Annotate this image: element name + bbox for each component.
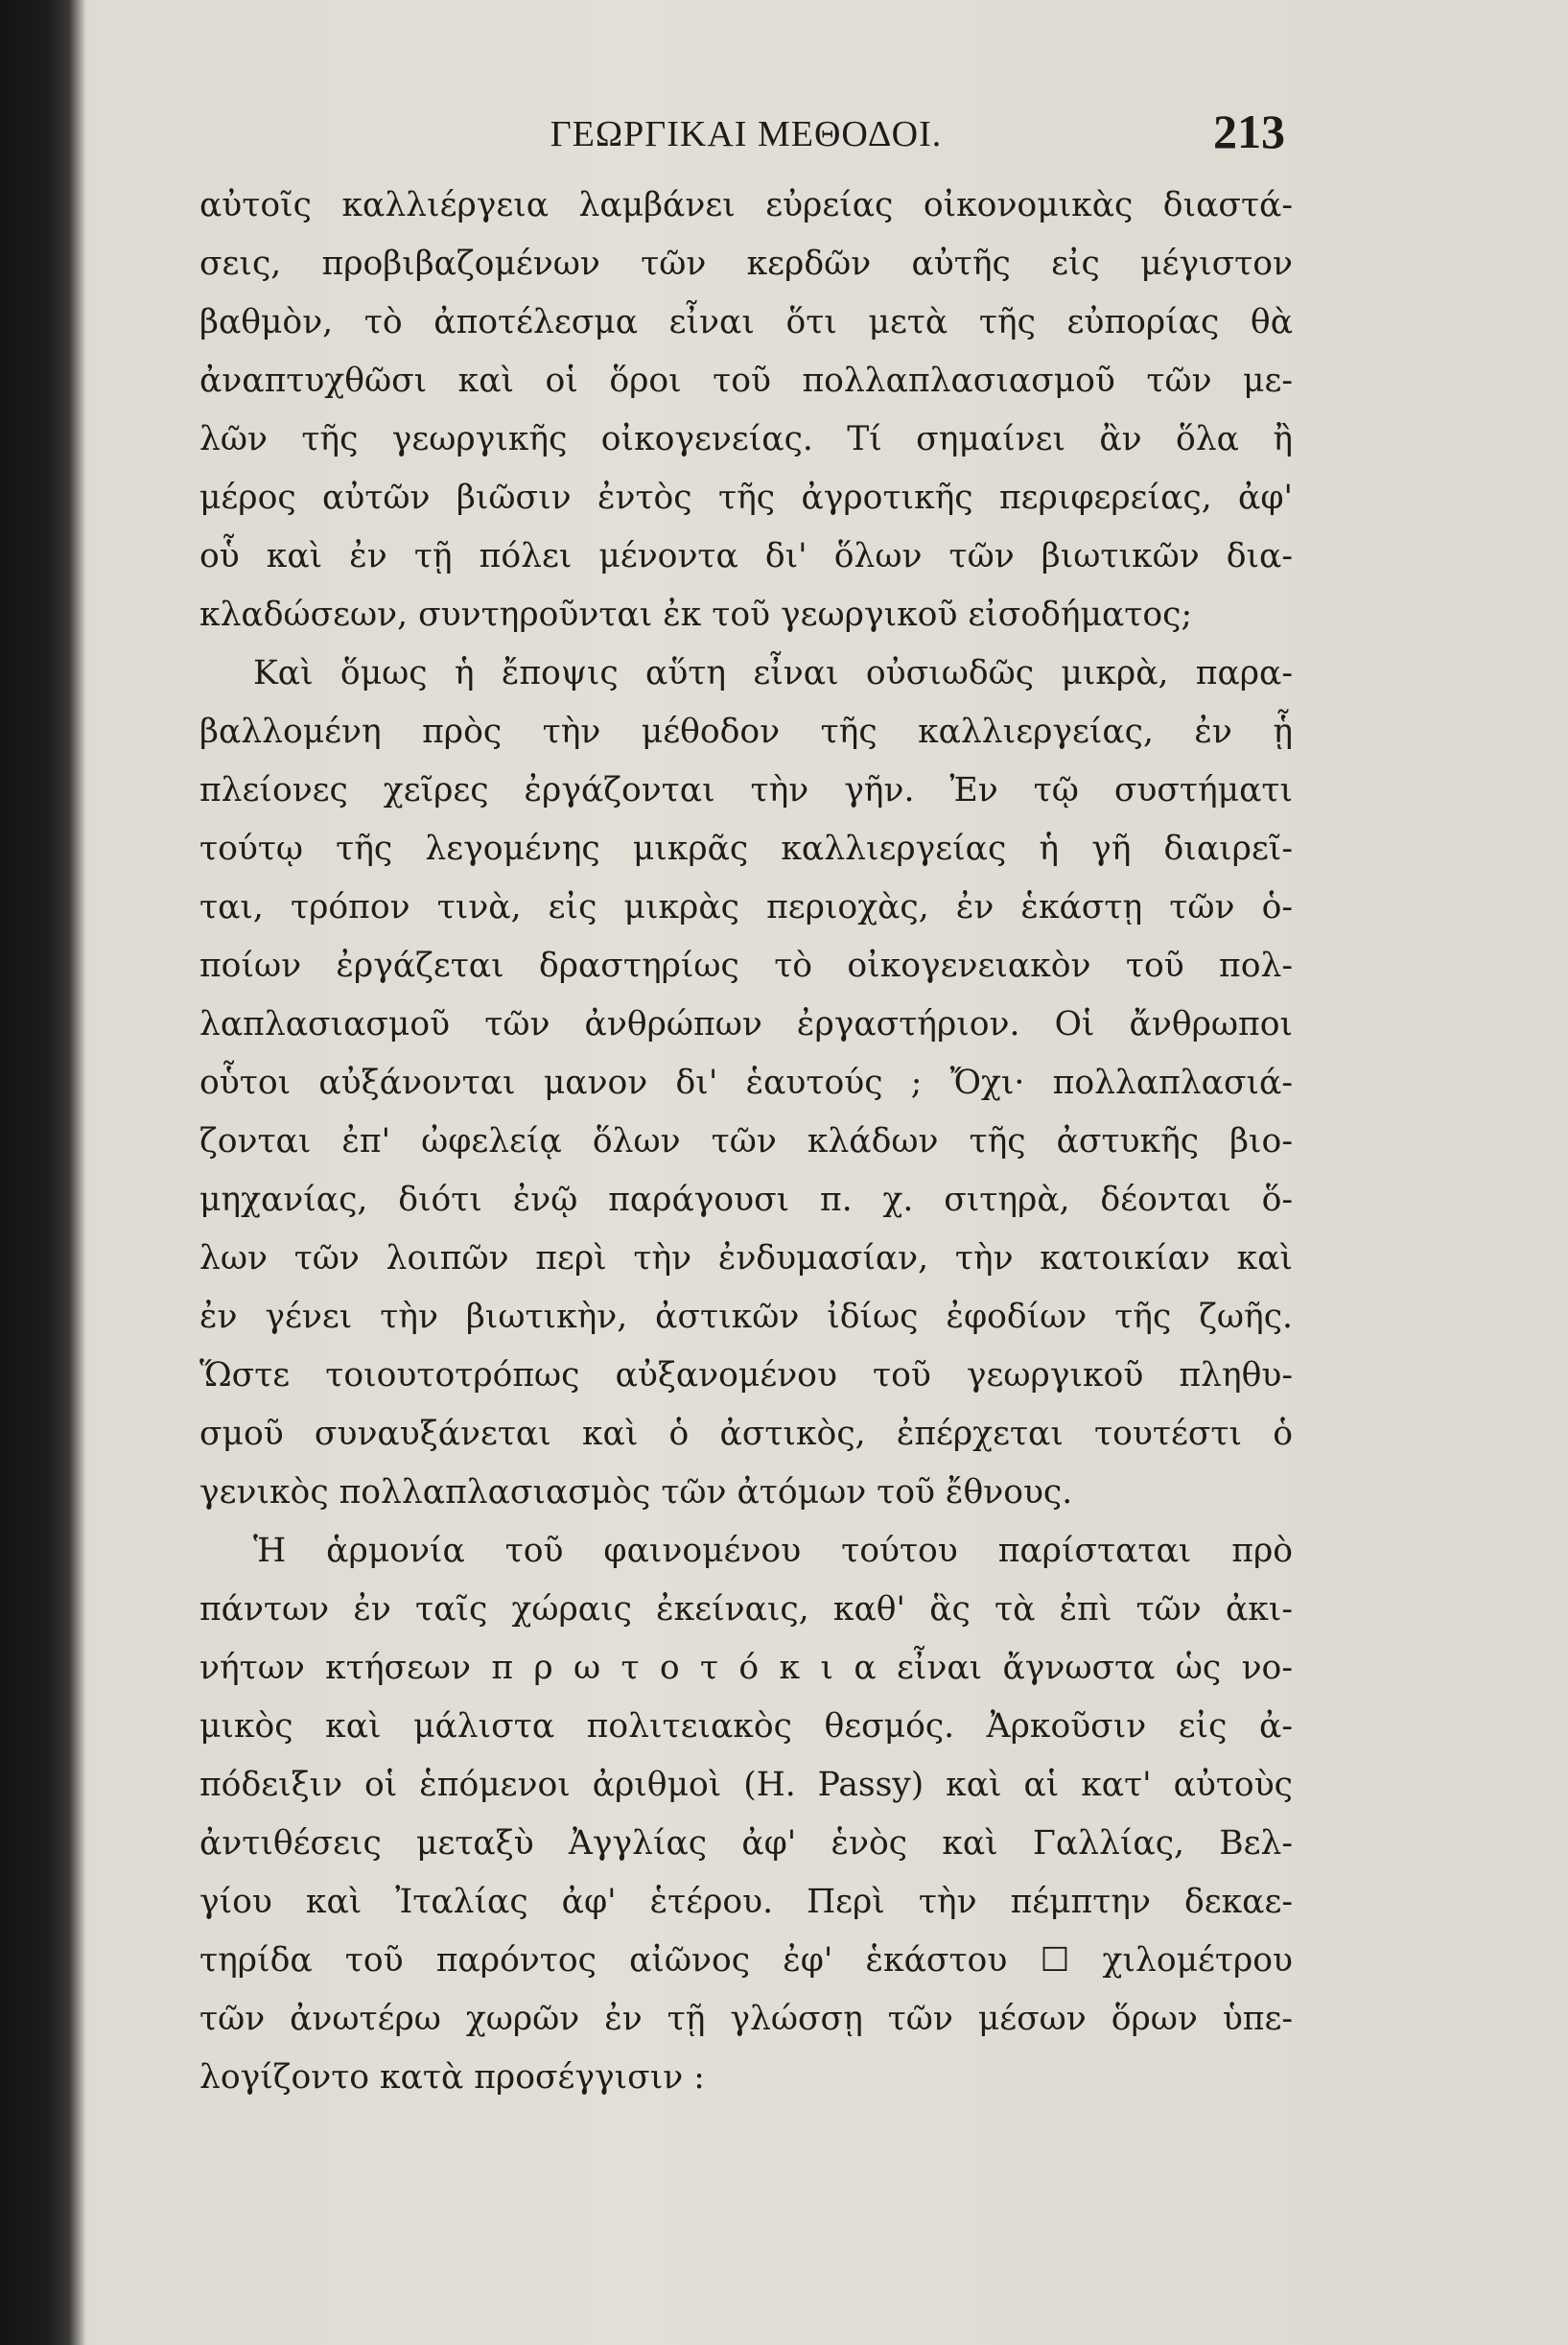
running-head-title: ΓΕΩΡΓΙΚΑΙ ΜΕΘΟΔΟΙ. [550,114,943,154]
text-line: ἀντιθέσεις μεταξὺ Ἀγγλίας ἀφ' ἑνὸς καὶ Γαλλίας, Βελ- [199,1824,1293,1863]
body-text [199,176,1293,2107]
text-line: ἐν γένει τὴν βιωτικὴν, ἀστικῶν ἰδίως ἐφοδίων τῆς ζωῆς. [199,1298,1293,1336]
text-line: βαλλομένη πρὸς τὴν μέθοδον τῆς καλλιεργείας, ἐν ᾗ [199,713,1293,751]
text-line: μέρος αὐτῶν βιῶσιν ἐντὸς τῆς ἀγροτικῆς περιφερείας, ἀφ' [199,479,1293,517]
text-line: λογίζοντο κατὰ προσέγγισιν : [199,2058,705,2097]
text-line: λων τῶν λοιπῶν περὶ τὴν ἐνδυμασίαν, τὴν κατοικίαν καὶ [199,1239,1293,1278]
running-head [199,96,1293,163]
text-line: κλαδώσεων, συντηροῦνται ἐκ τοῦ γεωργικοῦ εἰσοδήματος; [199,596,1193,634]
text-line: σεις, προβιβαζομένων τῶν κερδῶν αὐτῆς εἰς μέγιστον [199,245,1293,283]
text-line: αὐτοῖς καλλιέργεια λαμβάνει εὐρείας οἰκονομικὰς διαστά- [199,186,1293,224]
text-line: πλείονες χεῖρες ἐργάζονται τὴν γῆν. Ἐν τῷ συστήματι [199,771,1293,809]
text-line: βαθμὸν, τὸ ἀποτέλεσμα εἶναι ὅτι μετὰ τῆς εὐπορίας θὰ [199,303,1293,341]
text-line: οὗτοι αὐξάνονται μανον δι' ἑαυτούς ; Ὄχι· πολλαπλασιά- [199,1064,1293,1102]
text-line: Καὶ ὅμως ἡ ἔποψις αὕτη εἶναι οὐσιωδῶς μικρὰ, παρα- [253,654,1293,692]
text-line: τηρίδα τοῦ παρόντος αἰῶνος ἐφ' ἑκάστου ☐ χιλομέτρου [199,1941,1293,1980]
text-line: γίου καὶ Ἰταλίας ἀφ' ἑτέρου. Περὶ τὴν πέμπτην δεκαε- [199,1883,1293,1921]
text-line: ἀναπτυχθῶσι καὶ οἱ ὅροι τοῦ πολλαπλασιασμοῦ τῶν με- [199,362,1293,400]
page-number: 213 [1213,105,1285,158]
text-line: τῶν ἀνωτέρω χωρῶν ἐν τῇ γλώσσῃ τῶν μέσων ὅρων ὑπε- [199,2000,1293,2038]
text-line: γενικὸς πολλαπλασιασμὸς τῶν ἀτόμων τοῦ ἔθνους. [199,1473,1073,1512]
text-line: τούτῳ τῆς λεγομένης μικρᾶς καλλιεργείας ἡ γῆ διαιρεῖ- [199,830,1293,868]
text-line: σμοῦ συναυξάνεται καὶ ὁ ἀστικὸς, ἐπέρχεται τουτέστι ὁ [199,1415,1293,1453]
text-line: μικὸς καὶ μάλιστα πολιτειακὸς θεσμός. Ἀρκοῦσιν εἰς ἀ- [199,1707,1293,1746]
text-line: νήτων κτήσεων π ρ ω τ ο τ ό κ ι α εἶναι ἄγνωστα ὡς νο- [199,1649,1293,1687]
text-line: ποίων ἐργάζεται δραστηρίως τὸ οἰκογενειακὸν τοῦ πολ- [199,947,1293,985]
text-line: μηχανίας, διότι ἐνῷ παράγουσι π. χ. σιτηρὰ, δέονται ὅ- [199,1181,1293,1219]
text-line: οὗ καὶ ἐν τῇ πόλει μένοντα δι' ὅλων τῶν βιωτικῶν δια- [199,537,1293,575]
text-line: πάντων ἐν ταῖς χώραις ἐκείναις, καθ' ἃς τὰ ἐπὶ τῶν ἀκι- [199,1590,1293,1629]
text-line: ται, τρόπον τινὰ, εἰς μικρὰς περιοχὰς, ἐν ἑκάστῃ τῶν ὁ- [199,888,1293,926]
text-line: Ἡ ἁρμονία τοῦ φαινομένου τούτου παρίσταται πρὸ [253,1532,1293,1570]
text-line: ζονται ἐπ' ὠφελείᾳ ὅλων τῶν κλάδων τῆς ἀστυκῆς βιο- [199,1122,1293,1161]
text-line: λαπλασιασμοῦ τῶν ἀνθρώπων ἐργαστήριον. Οἱ ἄνθρωποι [199,1005,1293,1044]
book-page [199,96,1293,2107]
text-line: πόδειξιν οἱ ἑπόμενοι ἀριθμοὶ (H. Passy) καὶ αἱ κατ' αὐτοὺς [199,1766,1293,1804]
book-binding-shadow [0,0,86,2345]
text-line: λῶν τῆς γεωργικῆς οἰκογενείας. Τί σημαίνει ἂν ὅλα ἢ [199,420,1293,458]
text-line: Ὥστε τοιουτοτρόπως αὐξανομένου τοῦ γεωργικοῦ πληθυ- [199,1356,1293,1395]
